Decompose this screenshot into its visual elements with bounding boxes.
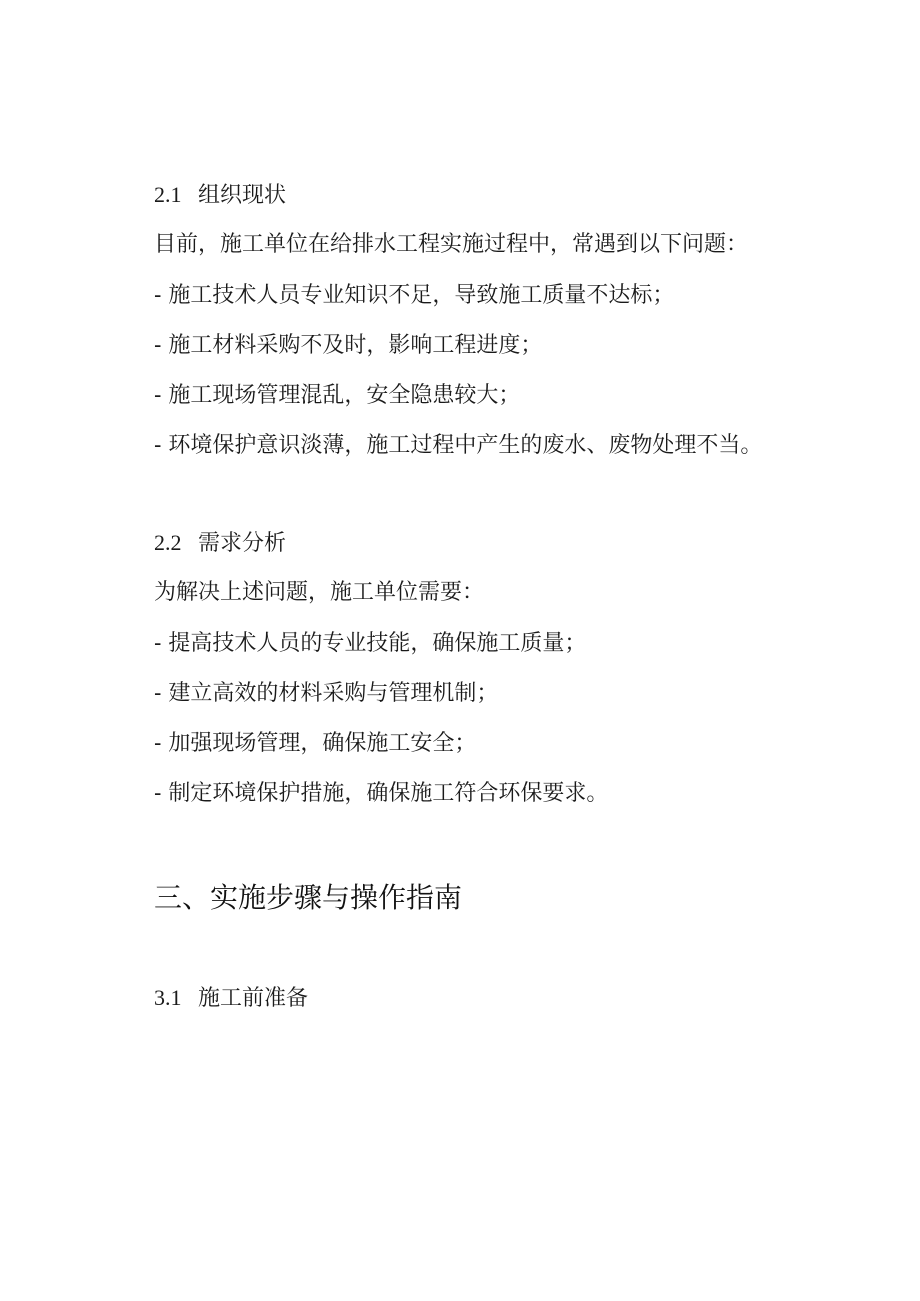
section-number: 3.1 (154, 985, 182, 1010)
section-number: 2.2 (154, 530, 182, 555)
section-3-1-heading (154, 983, 308, 1014)
section-2-1-heading (154, 180, 286, 211)
list-item: - 加强现场管理，确保施工安全； (154, 731, 477, 756)
list-item: - 建立高效的材料采购与管理机制； (154, 681, 499, 706)
section-title: 需求分析 (198, 531, 287, 556)
section-title: 组织现状 (198, 183, 287, 208)
section-2-2-heading (154, 528, 286, 559)
chapter-3-heading: 三、实施步骤与操作指南 (154, 881, 463, 914)
list-item: - 施工材料采购不及时，影响工程进度； (154, 333, 543, 358)
list-item: - 施工技术人员专业知识不足，导致施工质量不达标； (154, 283, 675, 308)
list-item: - 提高技术人员的专业技能，确保施工质量； (154, 631, 587, 656)
section-2-2-intro: 为解决上述问题，施工单位需要： (154, 580, 485, 605)
section-number: 2.1 (154, 182, 182, 207)
list-item: - 施工现场管理混乱，安全隐患较大； (154, 383, 521, 408)
section-title: 施工前准备 (198, 986, 309, 1011)
list-item: - 环境保护意识淡薄，施工过程中产生的废水、废物处理不当。 (154, 433, 763, 458)
list-item: - 制定环境保护措施，确保施工符合环保要求。 (154, 781, 609, 806)
section-2-1-intro: 目前，施工单位在给排水工程实施过程中，常遇到以下问题： (154, 232, 749, 257)
